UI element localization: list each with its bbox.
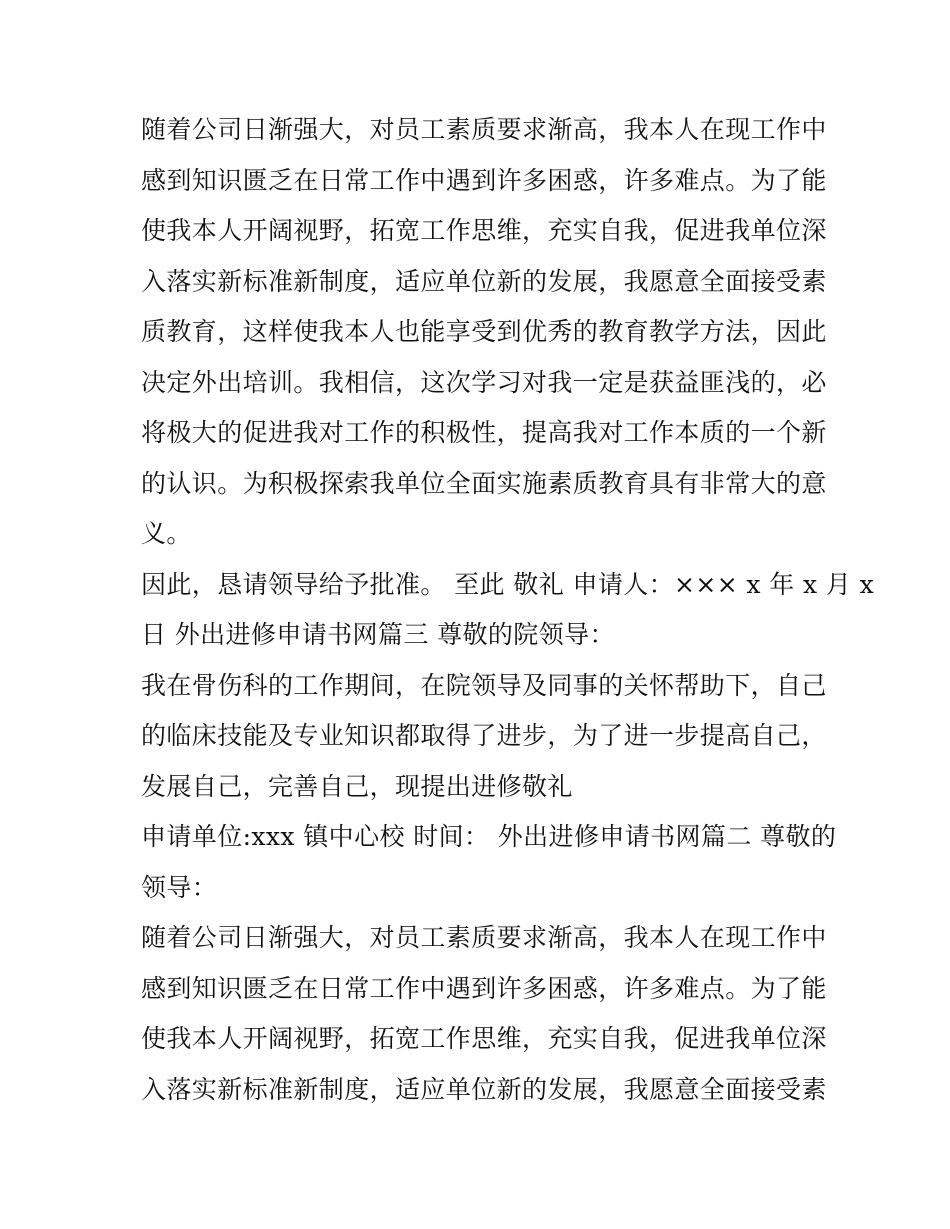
text-line: 随着公司日渐强大，对员工素质要求渐高，我本人在现工作中 bbox=[141, 115, 827, 144]
text-line: 使我本人开阔视野，拓宽工作思维，充实自我，促进我单位深 bbox=[141, 216, 827, 245]
text-line: 感到知识匮乏在日常工作中遇到许多困惑，许多难点。为了能 bbox=[141, 165, 827, 195]
document-body bbox=[141, 105, 875, 1115]
text-line: 因此，恳请领导给予批准。 至此 敬礼 申请人：××× x 年 x 月 x bbox=[141, 569, 875, 599]
paragraph-training-intro bbox=[141, 105, 827, 560]
text-line: 入落实新标准新制度，适应单位新的发展，我愿意全面接受素 bbox=[141, 1074, 827, 1104]
text-line: 申请单位:xxx 镇中心校 时间： 外出进修申请书网篇二 尊敬的 bbox=[141, 822, 837, 851]
text-line: 发展自己，完善自己，现提出进修敬礼 bbox=[141, 771, 573, 801]
paragraph-approval-request bbox=[141, 560, 875, 661]
text-line: 我在骨伤科的工作期间，在院领导及同事的关怀帮助下，自己 bbox=[141, 670, 827, 700]
text-line: 决定外出培训。我相信，这次学习对我一定是获益匪浅的，必 bbox=[141, 367, 827, 397]
text-line: 的认识。为积极探索我单位全面实施素质教育具有非常大的意 bbox=[141, 468, 827, 498]
text-line: 随着公司日渐强大，对员工素质要求渐高，我本人在现工作中 bbox=[141, 923, 827, 952]
text-line: 日 外出进修申请书网篇三 尊敬的院领导： bbox=[141, 620, 615, 649]
paragraph-applicant-unit bbox=[141, 812, 837, 913]
text-line: 的临床技能及专业知识都取得了进步，为了进一步提高自己， bbox=[141, 721, 827, 750]
paragraph-training-repeat bbox=[141, 913, 827, 1115]
text-line: 领导： bbox=[141, 872, 218, 902]
text-line: 使我本人开阔视野，拓宽工作思维，充实自我，促进我单位深 bbox=[141, 1024, 827, 1053]
text-line: 感到知识匮乏在日常工作中遇到许多困惑，许多难点。为了能 bbox=[141, 973, 827, 1003]
text-line: 义。 bbox=[141, 519, 192, 548]
text-line: 入落实新标准新制度，适应单位新的发展，我愿意全面接受素 bbox=[141, 266, 827, 296]
paragraph-orthopedics bbox=[141, 661, 827, 813]
text-line: 质教育，这样使我本人也能享受到优秀的教育教学方法，因此 bbox=[141, 317, 827, 346]
text-line: 将极大的促进我对工作的积极性，提高我对工作本质的一个新 bbox=[141, 418, 827, 447]
